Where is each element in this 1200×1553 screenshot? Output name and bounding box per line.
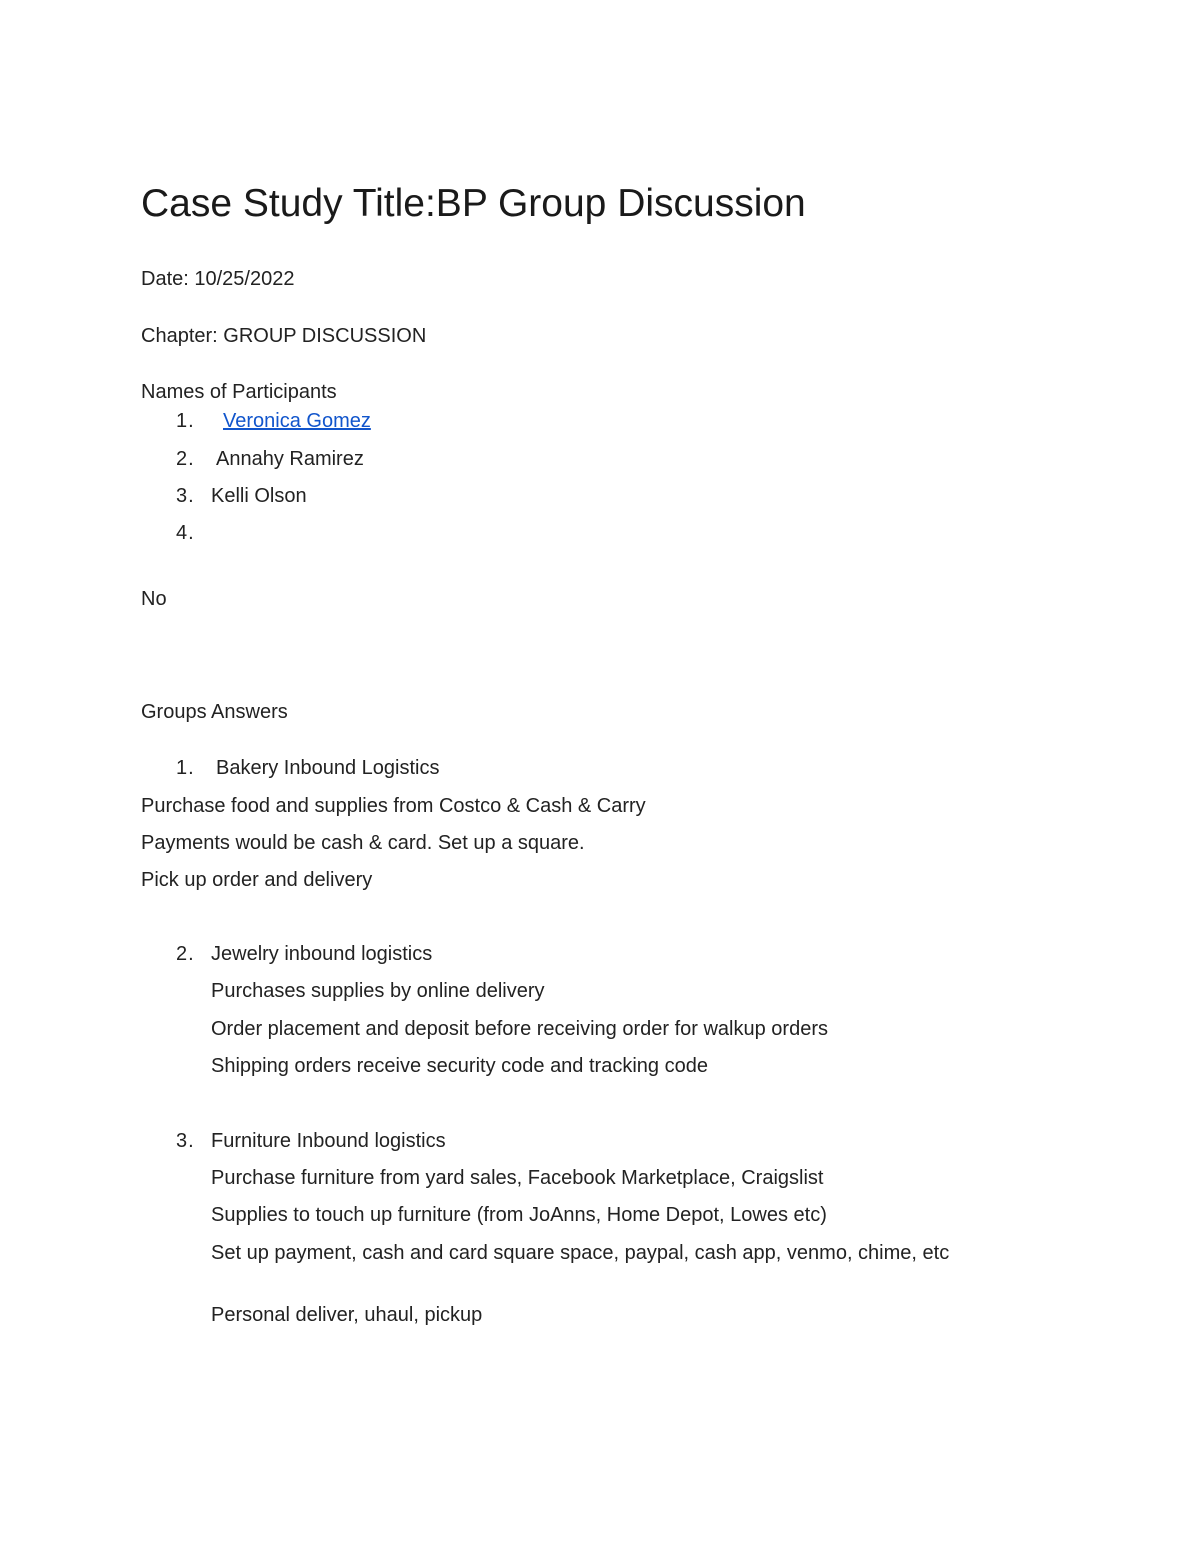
answer-line: Purchase furniture from yard sales, Facebook Marketplace, Craigslist bbox=[211, 1167, 824, 1189]
list-number: 3. bbox=[176, 485, 195, 507]
answer-heading: Jewelry inbound logistics bbox=[211, 943, 433, 965]
list-number: 3. bbox=[176, 1130, 195, 1152]
answer-line: Purchases supplies by online delivery bbox=[211, 980, 545, 1002]
answer-line: Payments would be cash & card. Set up a square. bbox=[141, 832, 585, 854]
answer-heading: Furniture Inbound logistics bbox=[211, 1130, 446, 1152]
answer-line: Shipping orders receive security code and tracking code bbox=[211, 1055, 708, 1077]
participant-name-2: Annahy Ramirez bbox=[216, 448, 364, 470]
list-number: 1. bbox=[176, 410, 195, 432]
participant-link-1[interactable]: Veronica Gomez bbox=[223, 410, 371, 432]
page-title: Case Study Title:BP Group Discussion bbox=[141, 182, 806, 225]
answer-line: Order placement and deposit before receiving order for walkup orders bbox=[211, 1018, 828, 1040]
list-number: 1. bbox=[176, 757, 195, 779]
answer-line: Pick up order and delivery bbox=[141, 869, 373, 891]
list-number: 4. bbox=[176, 522, 195, 544]
list-number: 2. bbox=[176, 448, 195, 470]
chapter-line: Chapter: GROUP DISCUSSION bbox=[141, 325, 427, 347]
answer-heading: Bakery Inbound Logistics bbox=[216, 757, 440, 779]
participant-name-3: Kelli Olson bbox=[211, 485, 307, 507]
answer-line: Set up payment, cash and card square space, paypal, cash app, venmo, chime, etc bbox=[211, 1242, 950, 1264]
list-number: 2. bbox=[176, 943, 195, 965]
date-line: Date: 10/25/2022 bbox=[141, 268, 295, 290]
participants-heading: Names of Participants bbox=[141, 381, 337, 403]
no-text: No bbox=[141, 588, 167, 610]
answer-line: Supplies to touch up furniture (from JoAnns, Home Depot, Lowes etc) bbox=[211, 1204, 827, 1226]
answer-line: Personal deliver, uhaul, pickup bbox=[211, 1304, 483, 1326]
answer-line: Purchase food and supplies from Costco & Cash & Carry bbox=[141, 795, 646, 817]
answers-heading: Groups Answers bbox=[141, 701, 288, 723]
